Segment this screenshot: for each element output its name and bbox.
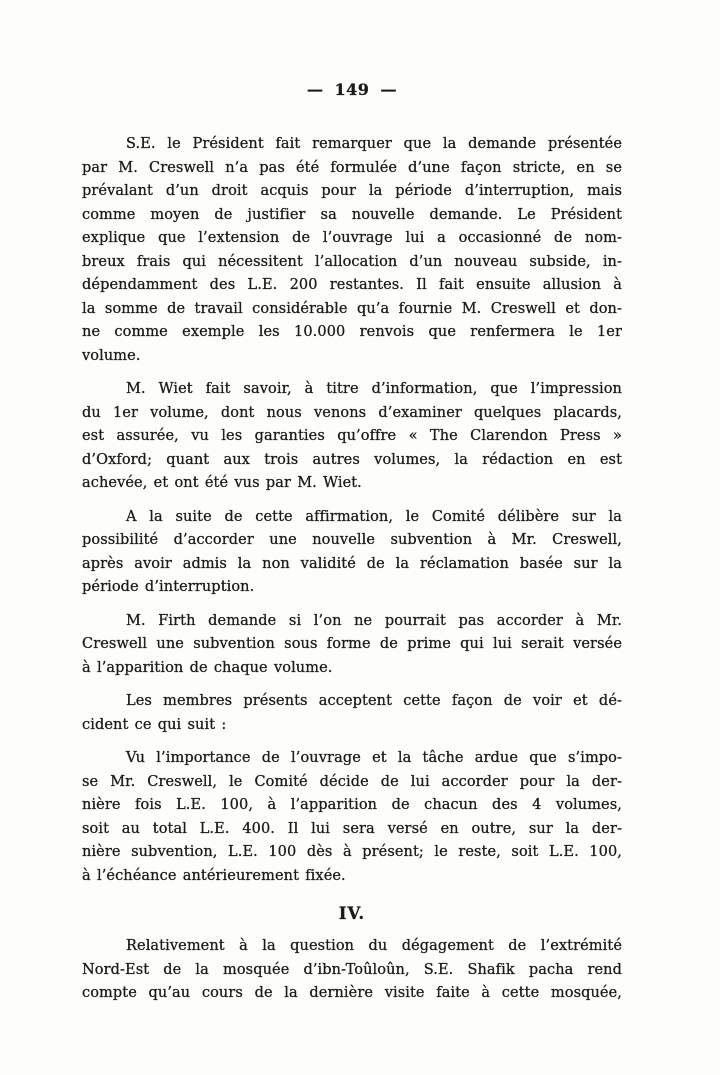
- text-line: dépendamment des L.E. 200 restantes. Il fait ensuite allusion à: [82, 277, 622, 293]
- text-line: Creswell une subvention sous forme de prime qui lui serait versée: [82, 636, 622, 652]
- text-line: nière fois L.E. 100, à l’apparition de chacun des 4 volumes,: [82, 797, 622, 813]
- text-line: d’Oxford; quant aux trois autres volumes, la rédaction en est: [82, 451, 622, 468]
- text-line: Les membres présents acceptent cette façon de voir et dé-: [126, 693, 622, 709]
- text-line: achevée, et ont été vus par M. Wiet.: [82, 475, 362, 491]
- text-line: à l’apparition de chaque volume.: [82, 659, 333, 676]
- text-line: ne comme exemple les 10.000 renvois que renfermera le 1er: [82, 324, 622, 340]
- text-line: Nord-Est de la mosquée d’ibn-Toûloûn, S.E. Shafik pacha rend: [82, 961, 622, 978]
- section-heading: IV.: [338, 904, 366, 923]
- text-line: cident ce qui suit :: [82, 716, 227, 733]
- paragraph: [82, 506, 622, 600]
- text-line: prévalant d’un droit acquis pour la période d’interruption, mais: [82, 183, 622, 199]
- text-line: après avoir admis la non validité de la réclamation basée sur la: [82, 555, 622, 572]
- text-line: Relativement à la question du dégagement de l’extrémité: [126, 938, 622, 954]
- text-line: comme moyen de justifier sa nouvelle demande. Le Président: [82, 206, 622, 223]
- text-line: breux frais qui nécessitent l’allocation d’un nouveau subside, in-: [82, 253, 622, 270]
- paragraph: [82, 610, 622, 681]
- paragraph: [82, 747, 622, 888]
- text-line: par M. Creswell n’a pas été formulée d’une façon stricte, en se: [82, 159, 622, 176]
- text-line: est assurée, vu les garanties qu’offre « The Clarendon Press »: [82, 428, 622, 444]
- paragraph: [82, 378, 622, 496]
- paragraph: [82, 935, 622, 1006]
- page-number: — 149 —: [306, 80, 398, 99]
- text-line: M. Firth demande si l’on ne pourrait pas accorder à Mr.: [126, 612, 622, 629]
- text-column: [82, 0, 622, 1006]
- text-line: M. Wiet fait savoir, à titre d’information, que l’impression: [126, 381, 622, 397]
- text-line: nière subvention, L.E. 100 dès à présent; le reste, soit L.E. 100,: [82, 844, 622, 860]
- text-line: possibilité d’accorder une nouvelle subvention à Mr. Creswell,: [82, 532, 622, 548]
- text-line: à l’échéance antérieurement fixée.: [82, 867, 346, 884]
- text-line: période d’interruption.: [82, 579, 255, 595]
- page-body: [82, 133, 622, 1006]
- text-line: A la suite de cette affirmation, le Comité délibère sur la: [126, 508, 622, 525]
- text-line: la somme de travail considérable qu’a fournie M. Creswell et don-: [82, 300, 622, 317]
- text-line: du 1er volume, dont nous venons d’examiner quelques placards,: [82, 404, 622, 421]
- text-line: Vu l’importance de l’ouvrage et la tâche ardue que s’impo-: [126, 750, 622, 766]
- paragraph: [82, 690, 622, 737]
- text-line: soit au total L.E. 400. Il lui sera versé en outre, sur la der-: [82, 820, 622, 837]
- text-line: compte qu’au cours de la dernière visite faite à cette mosquée,: [82, 985, 622, 1001]
- paragraph: [82, 133, 622, 368]
- text-line: volume.: [82, 347, 141, 364]
- text-line: explique que l’extension de l’ouvrage lui a occasionné de nom-: [82, 230, 622, 246]
- text-line: S.E. le Président fait remarquer que la demande présentée: [126, 136, 622, 152]
- text-line: se Mr. Creswell, le Comité décide de lui accorder pour la der-: [82, 773, 622, 790]
